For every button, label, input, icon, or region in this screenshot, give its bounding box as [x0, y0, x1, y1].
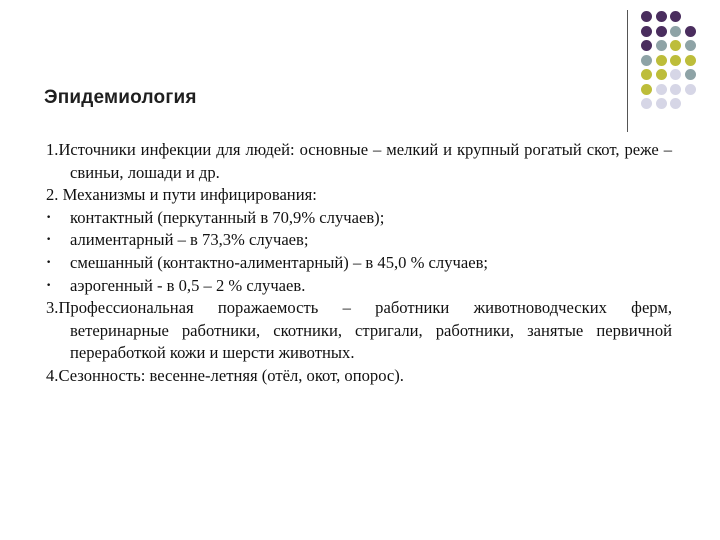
decorative-dot [656, 84, 667, 95]
decorative-dot [685, 84, 696, 95]
bullet-icon: • [46, 257, 52, 268]
bullet-icon: • [46, 235, 52, 246]
decorative-dot [656, 55, 667, 66]
decorative-dot [670, 69, 681, 80]
decorative-dot [670, 11, 681, 22]
paragraph-occupational: 3.Профессиональная поражаемость – работники животноводческих ферм, ветеринарные работники, скотники, стригали, работники, занятые первичной переработкой кожи и шерсти животных. [46, 298, 672, 363]
decorative-dot-grid [641, 11, 711, 111]
decorative-dot [685, 26, 696, 37]
decorative-dot [656, 40, 667, 51]
paragraph-mechanisms: 2. Механизмы и пути инфицирования: [46, 185, 317, 205]
bullet-text: аэрогенный - в 0,5 – 2 % случаев. [70, 275, 306, 295]
decorative-dot [670, 84, 681, 95]
decorative-dot [641, 69, 652, 80]
paragraph-sources: 1.Источники инфекции для людей: основные – мелкий и крупный рогатый скот, реже – свиньи, лошади и др. [46, 140, 672, 182]
decorative-dot [656, 26, 667, 37]
bullet-item-contact [46, 207, 672, 230]
decorative-dot [670, 26, 681, 37]
decorative-dot [641, 40, 652, 51]
bullet-text: смешанный (контактно-алиментарный) – в 45,0 % случаев; [70, 252, 489, 272]
decorative-dot [670, 40, 681, 51]
bullet-item-aerogenic [46, 275, 672, 298]
bullet-text: контактный (перкутанный в 70,9% случаев); [70, 207, 385, 227]
slide-body [46, 139, 672, 388]
decorative-dot [641, 84, 652, 95]
bullet-icon: • [46, 212, 52, 223]
decorative-dot [641, 26, 652, 37]
decorative-dot [670, 55, 681, 66]
decorative-dot [656, 11, 667, 22]
decorative-dot [656, 98, 667, 109]
bullet-item-alimentary [46, 229, 672, 252]
decorative-dot [685, 55, 696, 66]
bullet-icon: • [46, 280, 52, 291]
decorative-dot [656, 69, 667, 80]
decorative-dot [641, 98, 652, 109]
decorative-dot [670, 98, 681, 109]
decorative-dot [641, 11, 652, 22]
vertical-divider [627, 10, 628, 132]
decorative-dot [685, 69, 696, 80]
decorative-dot [641, 55, 652, 66]
paragraph-seasonality: 4.Сезонность: весенне-летняя (отёл, окот, опорос). [46, 365, 404, 385]
decorative-dot [685, 40, 696, 51]
bullet-item-mixed [46, 252, 672, 275]
slide-title: Эпидемиология [44, 87, 197, 108]
bullet-text: алиментарный – в 73,3% случаев; [70, 230, 309, 250]
